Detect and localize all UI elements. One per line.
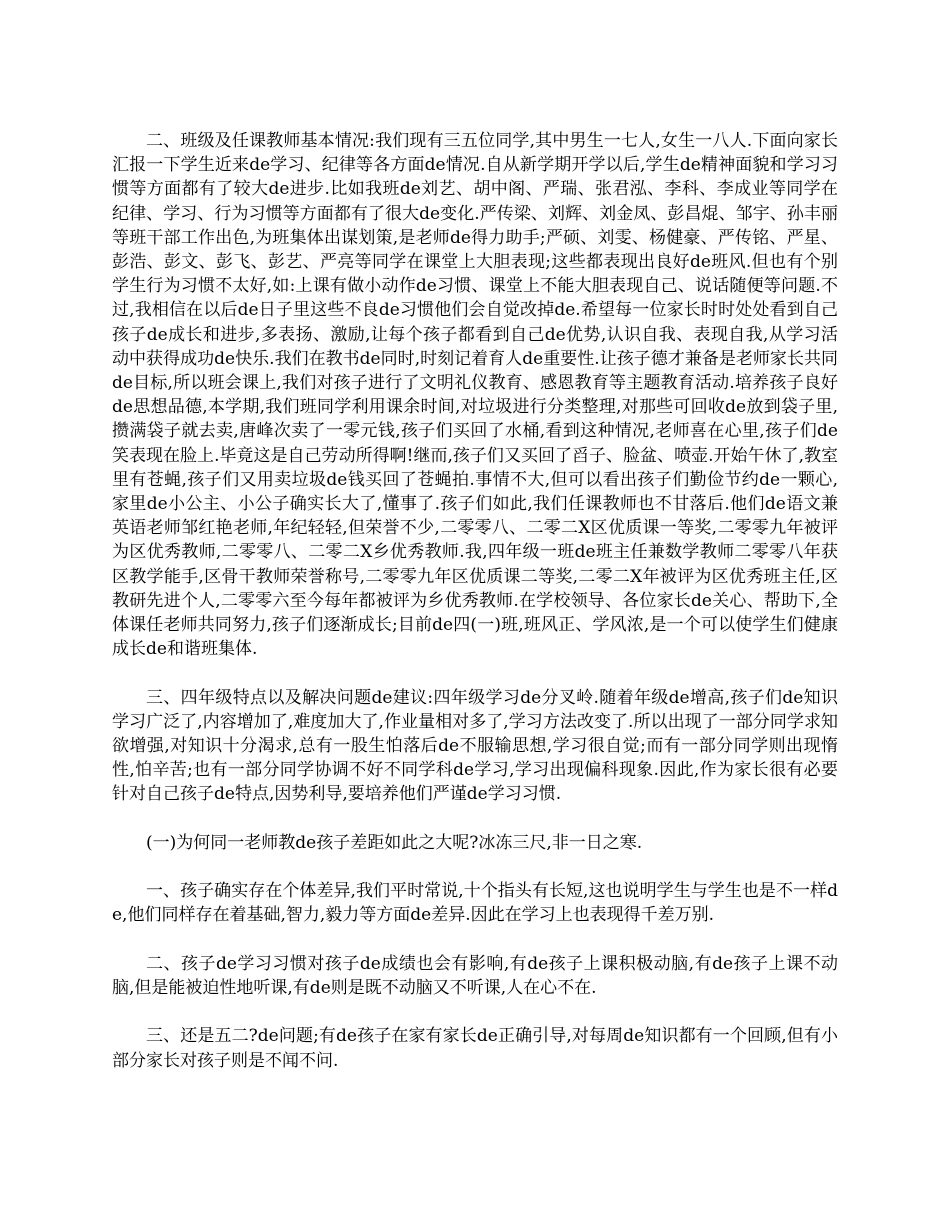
paragraph-question-gap: (一)为何同一老师教de孩子差距如此之大呢?冰冻三尺,非一日之寒.	[146, 832, 643, 853]
paragraph-individual-differences: 一、孩子确实存在个体差异,我们平时常说,十个指头有长短,这也说明学生与学生也是不一样de,他们同样存在着基础,智力,毅力等方面de差异.因此在学习上也表现得千差万别.	[112, 881, 838, 926]
paragraph-grade-four-traits: 三、四年级特点以及解决问题de建议:四年级学习de分叉岭.随着年级de增高,孩子们de知识学习广泛了,内容增加了,难度加大了,作业量相对多了,学习方法改变了.所以出现了一部分同学求知欲增强,对知识十分渴求,总有一股生怕落后de不服输思想,学习很自觉;而有一部分同学则出现惰性,怕辛苦;也有一部分同学协调不好不同学科de学习,学习出现偏科现象.因此,作为家长很有必要针对自己孩子de特点,因势利导,要培养他们严谨de学习习惯.	[112, 687, 838, 805]
paragraph-parent-guidance: 三、还是五二?de问题;有de孩子在家有家长de正确引导,对每周de知识都有一个回顾,但有小部分家长对孩子则是不闻不问.	[112, 1026, 838, 1071]
paragraph-class-and-teachers: 二、班级及任课教师基本情况:我们现有三五位同学,其中男生一七人,女生一八人.下面向家长汇报一下学生近来de学习、纪律等各方面de情况.自从新学期开学以后,学生de精神面貌和学习习惯等方面都有了较大de进步.比如我班de刘艺、胡中阁、严瑞、张君泓、李科、李成业等同学在纪律、学习、行为习惯等方面都有了很大de变化.严传梁、刘辉、刘金凤、彭昌焜、邹宇、孙丰丽等班干部工作出色,为班集体出谋划策,是老师de得力助手;严硕、刘雯、杨健豪、严传铭、严星、彭浩、彭文、彭飞、彭艺、严亮等同学在课堂上大胆表现;这些都表现出良好de班风.但也有个别学生行为习惯不太好,如:上课有做小动作de习惯、课堂上不能大胆表现自己、说话随便等问题.不过,我相信在以后de日子里这些不良de习惯他们会自觉改掉de.希望每一位家长时时处处看到自己孩子de成长和进步,多表扬、激励,让每个孩子都看到自己de优势,认识自我、表现自我,从学习活动中获得成功de快乐.我们在教书de同时,时刻记着育人de重要性.让孩子德才兼备是老师家长共同de目标,所以班会课上,我们对孩子进行了文明礼仪教育、感恩教育等主题教育活动.培养孩子良好de思想品德,本学期,我们班同学利用课余时间,对垃圾进行分类整理,对那些可回收de放到袋子里,攒满袋子就去卖,唐峰次卖了一零元钱,孩子们买回了水桶,看到这种情况,老师喜在心里,孩子们de笑表现在脸上.毕竟这是自己劳动所得啊!继而,孩子们又买回了舀子、脸盆、喷壶.开始午休了,教室里有苍蝇,孩子们又用卖垃圾de钱买回了苍蝇拍.事情不大,但可以看出孩子们勤俭节约de一颗心,家里de小公主、小公子确实长大了,懂事了.孩子们如此,我们任课教师也不甘落后.他们de语文兼英语老师邹红艳老师,年纪轻轻,但荣誉不少,二零零八、二零二X区优质课一等奖,二零零九年被评为区优秀教师,二零零八、二零二X乡优秀教师.我,四年级一班de班主任兼数学教师二零零八年获区教学能手,区骨干教师荣誉称号,二零零九年区优质课二等奖,二零二X年被评为区优秀班主任,区教研先进个人,二零零六至今每年都被评为乡优秀教师.在学校领导、各位家长de关心、帮助下,全体课任老师共同努力,孩子们逐渐成长;目前de四(一)班,班风正、学风浓,是一个可以使学生们健康成长de和谐班集体.	[112, 131, 838, 660]
document-body	[112, 129, 838, 1097]
paragraph-study-habits: 二、孩子de学习习惯对孩子de成绩也会有影响,有de孩子上课积极动脑,有de孩子上课不动脑,但是能被迫性地听课,有de则是既不动脑又不听课,人在心不在.	[112, 953, 838, 999]
